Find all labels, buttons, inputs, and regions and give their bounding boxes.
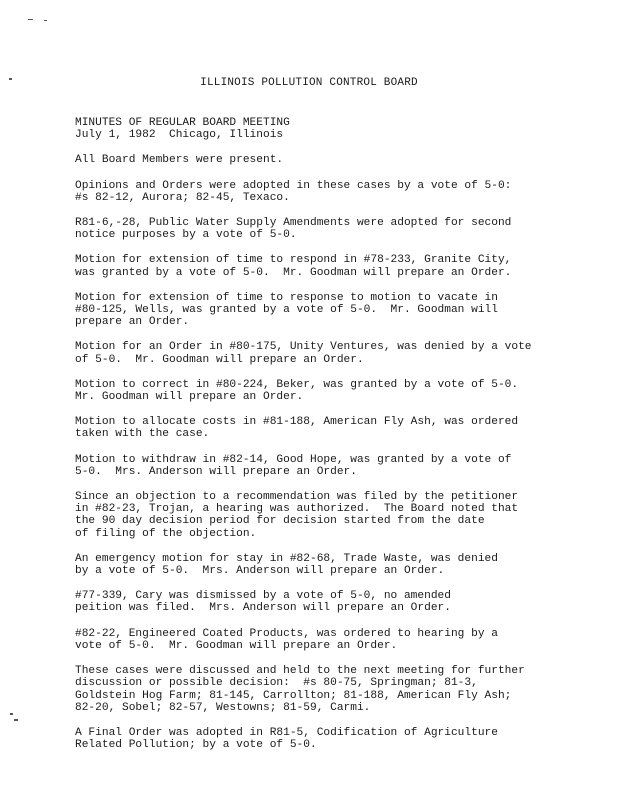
paragraph-line: An emergency motion for stay in #82-68, Trade Waste, was denied xyxy=(75,552,498,565)
paragraph-line: of filing of the objection. xyxy=(75,527,257,540)
minutes-paragraph xyxy=(75,379,595,403)
paragraph-line: prepare an Order. xyxy=(75,316,190,329)
minutes-paragraph xyxy=(75,491,595,540)
paragraph-line: in #82-23, Trojan, a hearing was authorized. The Board noted that xyxy=(75,503,519,516)
paragraph-line: Motion for an Order in #80-175, Unity Ventures, was denied by a vote xyxy=(75,341,532,354)
paragraph-line: Motion for extension of time to response to motion to vacate in xyxy=(75,291,498,304)
paragraph-line: vote of 5-0. Mr. Goodman will prepare an Order. xyxy=(75,639,398,652)
paragraph-line: #80-125, Wells, was granted by a vote of 5-0. Mr. Goodman will xyxy=(75,304,498,317)
minutes-paragraph xyxy=(75,454,595,478)
paragraph-line: Related Pollution; by a vote of 5-0. xyxy=(75,739,317,752)
paragraph-line: Mr. Goodman will prepare an Order. xyxy=(75,391,304,404)
paragraph-line: peition was filed. Mrs. Anderson will prepare an Order. xyxy=(75,602,451,615)
scan-mark-top-left xyxy=(28,19,33,20)
paragraph-line: Opinions and Orders were adopted in these cases by a vote of 5-0: xyxy=(75,179,512,192)
paragraph-line: taken with the case. xyxy=(75,428,210,441)
minutes-paragraph xyxy=(75,292,595,329)
paragraph-line: discussion or possible decision: #s 80-75, Springman; 81-3, xyxy=(75,677,478,690)
paragraph-line: Motion for extension of time to respond in #78-233, Granite City, xyxy=(75,254,512,267)
minutes-paragraph xyxy=(75,180,595,204)
minutes-paragraph xyxy=(75,117,595,141)
minutes-paragraph xyxy=(75,217,595,241)
paragraph-line: the 90 day decision period for decision started from the date xyxy=(75,515,485,528)
minutes-paragraph xyxy=(75,154,595,166)
minutes-paragraph xyxy=(75,254,595,278)
paragraph-line: was granted by a vote of 5-0. Mr. Goodman will prepare an Order. xyxy=(75,266,512,279)
minutes-paragraph xyxy=(75,553,595,577)
minutes-paragraph xyxy=(75,727,595,751)
minutes-paragraph xyxy=(75,590,595,614)
minutes-paragraph xyxy=(75,665,595,714)
paragraph-line: by a vote of 5-0. Mrs. Anderson will prepare an Order. xyxy=(75,565,445,578)
paragraph-line: MINUTES OF REGULAR BOARD MEETING xyxy=(75,117,290,129)
scan-mark-top-left-2 xyxy=(44,20,47,21)
paragraph-line: Motion to withdraw in #82-14, Good Hope, was granted by a vote of xyxy=(75,453,512,466)
paragraph-line: Since an objection to a recommendation was filed by the petitioner xyxy=(75,491,519,504)
paragraph-line: #s 82-12, Aurora; 82-45, Texaco. xyxy=(75,191,290,204)
minutes-paragraph xyxy=(75,341,595,365)
minutes-paragraph xyxy=(75,628,595,652)
paragraph-line: notice purposes by a vote of 5-0. xyxy=(75,229,297,242)
scan-mark-bottom-left-2 xyxy=(14,719,18,721)
paragraph-line: Goldstein Hog Farm; 81-145, Carrollton; 81-188, American Fly Ash; xyxy=(75,689,512,702)
minutes-paragraph xyxy=(75,416,595,440)
scan-mark-bottom-left xyxy=(10,713,13,715)
paragraph-line: All Board Members were present. xyxy=(75,154,284,167)
paragraph-line: R81-6,-28, Public Water Supply Amendments were adopted for second xyxy=(75,217,512,230)
document-title: ILLINOIS POLLUTION CONTROL BOARD xyxy=(200,77,418,89)
paragraph-line: 82-20, Sobel; 82-57, Westowns; 81-59, Carmi. xyxy=(75,701,371,714)
paragraph-line: These cases were discussed and held to the next meeting for further xyxy=(75,665,525,678)
paragraph-line: Motion to allocate costs in #81-188, American Fly Ash, was ordered xyxy=(75,416,519,429)
paragraph-line: of 5-0. Mr. Goodman will prepare an Order. xyxy=(75,353,364,366)
paragraph-line: #82-22, Engineered Coated Products, was ordered to hearing by a xyxy=(75,627,498,640)
paragraph-line: July 1, 1982 Chicago, Illinois xyxy=(75,129,284,142)
paragraph-line: 5-0. Mrs. Anderson will prepare an Order. xyxy=(75,465,357,478)
paragraph-line: Motion to correct in #80-224, Beker, was granted by a vote of 5-0. xyxy=(75,378,519,391)
paragraph-line: A Final Order was adopted in R81-5, Codification of Agriculture xyxy=(75,726,498,739)
paragraph-line: #77-339, Cary was dismissed by a vote of 5-0, no amended xyxy=(75,590,451,603)
minutes-body xyxy=(75,117,595,764)
